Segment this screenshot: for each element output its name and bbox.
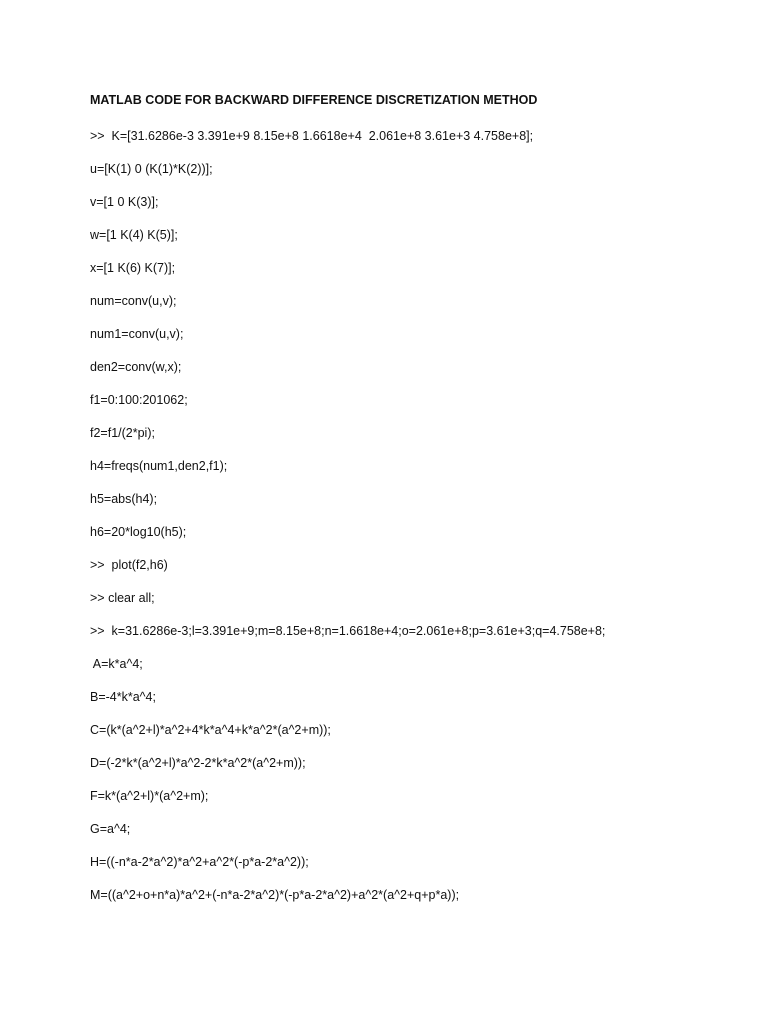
code-line: v=[1 0 K(3)]; xyxy=(90,195,159,209)
code-line: F=k*(a^2+l)*(a^2+m); xyxy=(90,789,209,803)
code-line: D=(-2*k*(a^2+l)*a^2-2*k*a^2*(a^2+m)); xyxy=(90,756,306,770)
code-line: >> plot(f2,h6) xyxy=(90,558,168,572)
code-line: num=conv(u,v); xyxy=(90,294,177,308)
code-line: >> K=[31.6286e-3 3.391e+9 8.15e+8 1.6618e+4 2.061e+8 3.61e+3 4.758e+8]; xyxy=(90,129,534,143)
code-line: >> clear all; xyxy=(90,591,155,605)
document-title: MATLAB CODE FOR BACKWARD DIFFERENCE DISCRETIZATION METHOD xyxy=(90,93,538,107)
code-line: B=-4*k*a^4; xyxy=(90,690,156,704)
code-line: M=((a^2+o+n*a)*a^2+(-n*a-2*a^2)*(-p*a-2*a^2)+a^2*(a^2+q+p*a)); xyxy=(90,888,460,902)
code-line: f1=0:100:201062; xyxy=(90,393,188,407)
code-line: H=((-n*a-2*a^2)*a^2+a^2*(-p*a-2*a^2)); xyxy=(90,855,309,869)
code-line: u=[K(1) 0 (K(1)*K(2))]; xyxy=(90,162,213,176)
code-line: den2=conv(w,x); xyxy=(90,360,182,374)
code-line: C=(k*(a^2+l)*a^2+4*k*a^4+k*a^2*(a^2+m)); xyxy=(90,723,331,737)
code-line: num1=conv(u,v); xyxy=(90,327,184,341)
code-line: h4=freqs(num1,den2,f1); xyxy=(90,459,228,473)
code-block xyxy=(90,126,605,918)
code-line: w=[1 K(4) K(5)]; xyxy=(90,228,178,242)
code-line: h5=abs(h4); xyxy=(90,492,158,506)
code-line: h6=20*log10(h5); xyxy=(90,525,187,539)
code-line: f2=f1/(2*pi); xyxy=(90,426,155,440)
code-line: A=k*a^4; xyxy=(90,657,143,671)
code-line: x=[1 K(6) K(7)]; xyxy=(90,261,176,275)
code-line: >> k=31.6286e-3;l=3.391e+9;m=8.15e+8;n=1.6618e+4;o=2.061e+8;p=3.61e+3;q=4.758e+8; xyxy=(90,624,606,638)
code-line: G=a^4; xyxy=(90,822,131,836)
